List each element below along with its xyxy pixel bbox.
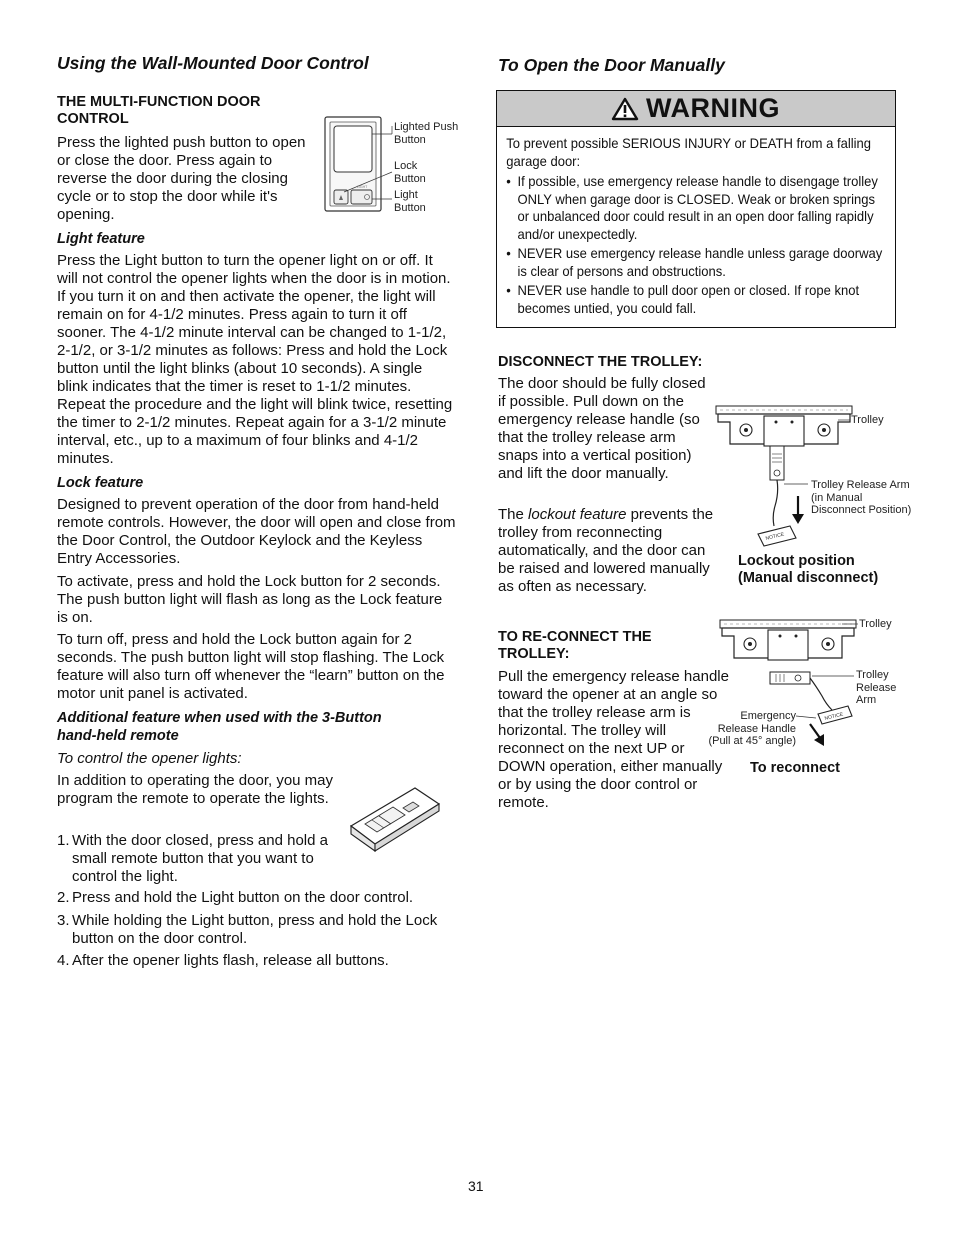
lock-feature-text-1: Designed to prevent operation of the door from hand-held remote controls. However, the door will open and close from the Door Control, the Outdoor Keylock and the Keyless Entry Accessories. (57, 496, 456, 567)
warning-triangle-icon (612, 97, 638, 121)
diagram2-handle-label: Emergency Release Handle (Pull at 45° angle) (708, 710, 796, 747)
step-4-text: After the opener lights flash, release all buttons. (72, 952, 389, 969)
warning-bullet-3: • NEVER use handle to pull door open or closed. If rope knot becomes untied, you could fall. (506, 282, 887, 317)
warning-box (496, 90, 896, 328)
step-3-number: 3. (57, 912, 70, 929)
reconnect-handle-text: NOTICE (824, 711, 844, 722)
diagram2-release-arm-label: Trolley Release Arm (856, 669, 897, 706)
disconnect-text: The door should be fully closed if possible. Pull down on the emergency release handle (so that the trolley release arm snaps into a vertical position) and lift the door manually. (498, 375, 706, 482)
step-1-number: 1. (57, 832, 70, 849)
warning-title: WARNING (646, 93, 780, 123)
lighted-push-button-label: Lighted Push Button (394, 121, 459, 146)
light-feature-text: Press the Light button to turn the opener light on or off. It will not control the opener lights when the door is in motion. If you turn it on and then activate the opener, the light will remain on for 4-1/2 minutes. Press again to turn it off sooner. The 4-1/2 minute interval can be changed to 1-1/2, 2-1/2, or 3-1/2 minutes as follows: Press and hold the Lock button until the light blinks (about 10 seconds). A single blink indicates that the timer is reset to 1-1/2 minutes. Repeat the procedure and the light will blink twice, resetting the timer to 2-1/2 minutes. Repeat again for a 3-1/2 minute interval, etc., up to a maximum of four blinks and 4-1/2 minutes. (57, 252, 453, 467)
lock-button-label: Lock Button (394, 160, 426, 185)
step-3-text: While holding the Light button, press and hold the Lock button on the door control. (72, 912, 438, 947)
lock-feature-text-2: To activate, press and hold the Lock button for 2 seconds. The push button light will flash as long as the Lock feature is on. (57, 573, 443, 626)
light-button-label: Light Button (394, 189, 426, 214)
reconnect-text: Pull the emergency release handle toward the opener at an angle so that the trolley release arm is horizontal. The trolley will reconnect on the next UP or DOWN operation, either manually or by using the door control or remote. (498, 668, 729, 811)
warning-bullet-1: • If possible, use emergency release handle to disengage trolley ONLY when garage door is CLOSED. Weak or broken springs or unbalanced door could result in an open door falling rapidly and/or unexpectedly. (506, 173, 887, 243)
reconnect-heading: TO RE-CONNECT THE TROLLEY: (498, 629, 652, 662)
step-2-number: 2. (57, 889, 70, 906)
lock-feature-text-3: To turn off, press and hold the Lock button again for 2 seconds. The push button light will stop flashing. The Lock feature will also turn off whenever the “learn” button on the motor unit panel is activated. (57, 631, 445, 702)
addition-text: In addition to operating the door, you may program the remote to operate the lights. (57, 772, 334, 807)
step-1-text: With the door closed, press and hold a small remote button that you want to control the light. (72, 832, 328, 885)
lockout-handle-text: NOTICE (765, 531, 785, 542)
warning-body (497, 127, 897, 317)
control-lights-label: To control the opener lights: (57, 750, 242, 767)
diagram1-release-arm-label: Trolley Release Arm (in Manual Disconnect Position) (811, 479, 912, 516)
diagram2-trolley-label: Trolley (859, 618, 892, 630)
warning-bullet-2: • NEVER use emergency release handle unless garage doorway is clear of persons and obstructions. (506, 245, 887, 280)
lockout-text-pre: The (498, 506, 529, 523)
additional-feature-heading: Additional feature when used with the 3-Button hand-held remote (57, 710, 382, 744)
step-3 (57, 912, 457, 948)
remote-illustration (345, 780, 445, 852)
right-section-title: To Open the Door Manually (498, 55, 725, 75)
light-feature-heading: Light feature (57, 231, 145, 247)
diagram1-trolley-label: Trolley (851, 414, 884, 426)
lockout-text-post: prevents the trolley from reconnecting automatically, and the door can be raised and lowered manually as often as necessary. (498, 506, 714, 595)
left-section-title: Using the Wall-Mounted Door Control (57, 53, 369, 73)
disconnect-heading: DISCONNECT THE TROLLEY: (498, 354, 703, 370)
step-2 (57, 889, 457, 907)
multi-function-text: Press the lighted push button to open or close the door. Press again to reverse the door during the closing cycle or to stop the door while it's opening. (57, 134, 306, 223)
step-4 (57, 952, 457, 970)
control-light-text: LIGHT (357, 185, 368, 189)
diagram1-caption: Lockout position (Manual disconnect) (738, 553, 879, 586)
step-1 (57, 832, 337, 886)
page-number: 31 (468, 1178, 484, 1194)
lockout-term: lockout feature (528, 506, 627, 523)
warning-header (497, 91, 895, 127)
multi-function-heading: THE MULTI-FUNCTION DOOR CONTROL (57, 94, 261, 127)
lockout-text (498, 506, 724, 596)
diagram2-caption: To reconnect (750, 760, 840, 776)
warning-intro: To prevent possible SERIOUS INJURY or DEATH from a falling garage door: (506, 135, 872, 169)
step-2-text: Press and hold the Light button on the door control. (72, 889, 414, 906)
step-4-number: 4. (57, 952, 70, 969)
lock-feature-heading: Lock feature (57, 475, 144, 491)
